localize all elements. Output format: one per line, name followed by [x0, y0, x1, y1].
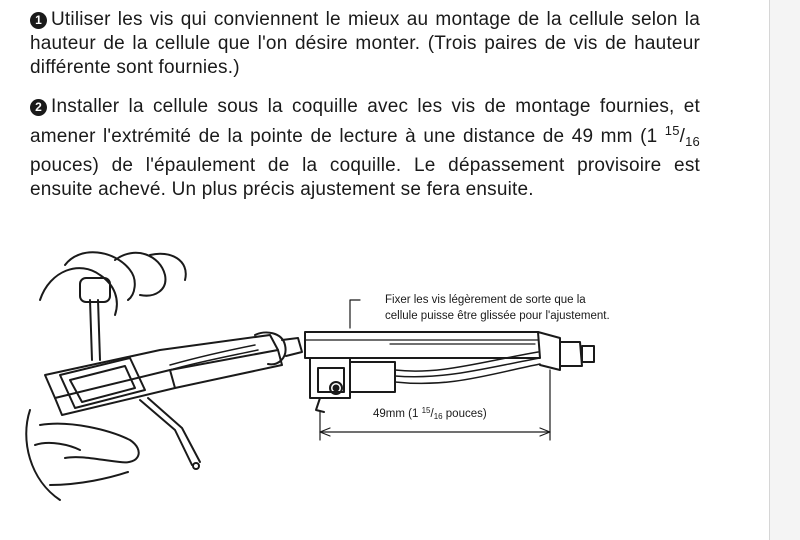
dimension-label: 49mm (1 $^{15}$/16 pouces) — [370, 406, 490, 421]
instruction-step-2 — [30, 95, 700, 202]
headshell-illustration — [0, 240, 770, 540]
dimension-prefix: 49mm (1 — [373, 408, 422, 420]
dimension-suffix: pouces) — [442, 408, 487, 420]
step-number-badge: 1 — [30, 12, 47, 29]
instruction-step-1 — [30, 8, 700, 80]
dimension-numerator: 15 — [421, 406, 431, 415]
step-1-text: Utiliser les vis qui conviennent le mieux au montage de la cellule selon la hauteur de la cellule que l'on désire monter. (Trois paires de vis de hauteur différente sont fournies.) — [30, 9, 700, 78]
mounting-hands-drawing — [20, 240, 320, 540]
fraction-separator: / — [679, 126, 686, 147]
page-edge — [769, 0, 800, 540]
fraction-numerator: 15 — [664, 123, 680, 138]
fraction-denominator: 16 — [685, 134, 700, 149]
callout-line-2: cellule puisse être glissée pour l'ajustement. — [385, 310, 610, 322]
step-2-text-before: Installer la cellule sous la coquille avec les vis de montage fournies, et amener l'extrémité de la pointe de lecture à une distance de 49 mm (1 — [30, 96, 700, 147]
step-number-badge: 2 — [30, 99, 47, 116]
step-2-text-after: pouces) de l'épaulement de la coquille. Le dépassement provisoire est ensuite achevé. Un plus précis ajustement se fera ensuite. — [30, 155, 700, 200]
callout-line-1: Fixer les vis légèrement de sorte que la — [385, 294, 586, 306]
dimension-denominator: 16 — [433, 412, 443, 421]
